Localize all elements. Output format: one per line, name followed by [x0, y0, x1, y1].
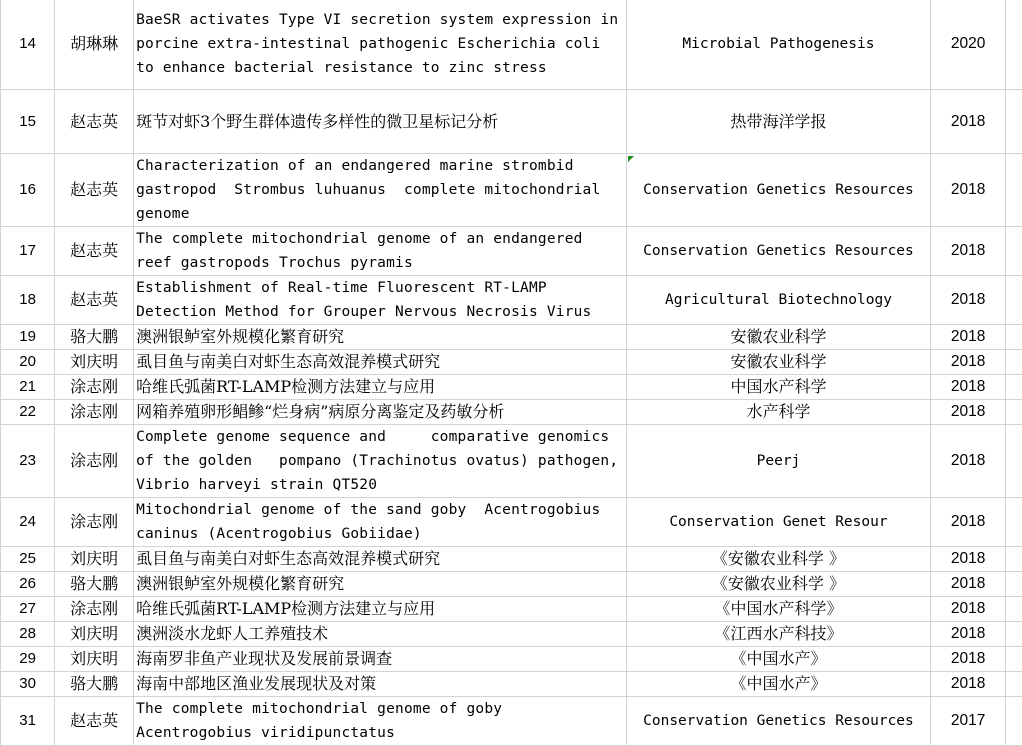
title-line: The complete mitochondrial genome of goby	[136, 697, 624, 721]
row-number-cell[interactable]: 15	[1, 90, 55, 154]
author-cell[interactable]: 涂志刚	[55, 597, 134, 622]
author-cell[interactable]: 胡琳琳	[55, 0, 134, 90]
title-line: Acentrogobius viridipunctatus	[136, 721, 624, 745]
title-cell[interactable]	[134, 400, 627, 425]
title-cell[interactable]	[134, 425, 627, 498]
row-number-cell[interactable]: 29	[1, 647, 55, 672]
table-row	[1, 572, 1022, 597]
year-cell[interactable]: 2018	[930, 375, 1005, 400]
year-cell[interactable]: 2018	[930, 276, 1005, 325]
year-cell[interactable]: 2018	[930, 154, 1005, 227]
title-line: caninus (Acentrogobius Gobiidae)	[136, 522, 624, 546]
table-row	[1, 276, 1022, 325]
journal-cell[interactable]: Conservation Genetics Resources	[626, 697, 930, 746]
title-line: reef gastropods Trochus pyramis	[136, 251, 624, 275]
empty-cell[interactable]	[1006, 597, 1022, 622]
journal-cell[interactable]: 热带海洋学报	[626, 90, 930, 154]
author-cell[interactable]: 涂志刚	[55, 400, 134, 425]
empty-cell[interactable]	[1006, 647, 1022, 672]
empty-cell[interactable]	[1006, 672, 1022, 697]
journal-cell[interactable]: 《中国水产科学》	[626, 597, 930, 622]
title-line: Establishment of Real-time Fluorescent RT-LAMP	[136, 276, 624, 300]
table-row	[1, 498, 1022, 547]
journal-cell[interactable]: 《中国水产》	[626, 647, 930, 672]
year-cell[interactable]: 2017	[930, 697, 1005, 746]
journal-cell[interactable]: Agricultural Biotechnology	[626, 276, 930, 325]
row-number-cell[interactable]: 30	[1, 672, 55, 697]
title-line: 网箱养殖卵形鲳鲹“烂身病”病原分离鉴定及药敏分析	[136, 400, 624, 424]
year-cell[interactable]: 2018	[930, 498, 1005, 547]
title-line: to enhance bacterial resistance to zinc stress	[136, 56, 624, 80]
title-line: Mitochondrial genome of the sand goby Acentrogobius	[136, 498, 624, 522]
author-cell[interactable]: 赵志英	[55, 697, 134, 746]
empty-cell[interactable]	[1006, 498, 1022, 547]
author-cell[interactable]: 赵志英	[55, 90, 134, 154]
empty-cell[interactable]	[1006, 425, 1022, 498]
author-cell[interactable]: 赵志英	[55, 227, 134, 276]
title-line: 澳洲淡水龙虾人工养殖技术	[136, 622, 624, 646]
title-cell[interactable]	[134, 375, 627, 400]
journal-cell[interactable]: Microbial Pathogenesis	[626, 0, 930, 90]
title-cell[interactable]	[134, 672, 627, 697]
title-cell[interactable]	[134, 498, 627, 547]
table-row	[1, 90, 1022, 154]
empty-cell[interactable]	[1006, 350, 1022, 375]
title-line: Vibrio harveyi strain QT520	[136, 473, 624, 497]
empty-cell[interactable]	[1006, 400, 1022, 425]
journal-cell[interactable]: 《中国水产》	[626, 672, 930, 697]
table-body	[1, 0, 1022, 746]
title-line: 斑节对虾3个野生群体遗传多样性的微卫星标记分析	[136, 110, 624, 134]
table-row	[1, 647, 1022, 672]
author-cell[interactable]: 涂志刚	[55, 375, 134, 400]
year-cell[interactable]: 2018	[930, 572, 1005, 597]
table-row	[1, 425, 1022, 498]
title-cell[interactable]	[134, 647, 627, 672]
row-number-cell[interactable]: 31	[1, 697, 55, 746]
year-cell[interactable]: 2018	[930, 227, 1005, 276]
cell-comment-marker	[628, 156, 634, 162]
table-row	[1, 0, 1022, 90]
author-cell[interactable]: 骆大鹏	[55, 325, 134, 350]
table-row	[1, 697, 1022, 746]
row-number-cell[interactable]: 24	[1, 498, 55, 547]
title-line: BaeSR activates Type VI secretion system expression in	[136, 8, 624, 32]
empty-cell[interactable]	[1006, 90, 1022, 154]
author-cell[interactable]: 赵志英	[55, 154, 134, 227]
title-line: 澳洲银鲈室外规模化繁育研究	[136, 325, 624, 349]
title-line: 虱目鱼与南美白对虾生态高效混养模式研究	[136, 547, 624, 571]
author-cell[interactable]: 刘庆明	[55, 350, 134, 375]
author-cell[interactable]: 刘庆明	[55, 622, 134, 647]
title-line: Characterization of an endangered marine strombid	[136, 154, 624, 178]
row-number-cell[interactable]: 18	[1, 276, 55, 325]
journal-cell[interactable]: Peerj	[626, 425, 930, 498]
title-line: The complete mitochondrial genome of an endangered	[136, 227, 624, 251]
row-number-cell[interactable]: 16	[1, 154, 55, 227]
journal-cell[interactable]: 《江西水产科技》	[626, 622, 930, 647]
title-cell[interactable]	[134, 325, 627, 350]
author-cell[interactable]: 刘庆明	[55, 547, 134, 572]
row-number-cell[interactable]: 20	[1, 350, 55, 375]
year-cell[interactable]: 2018	[930, 325, 1005, 350]
table-row	[1, 154, 1022, 227]
row-number-cell[interactable]: 27	[1, 597, 55, 622]
row-number-cell[interactable]: 19	[1, 325, 55, 350]
table-row	[1, 227, 1022, 276]
empty-cell[interactable]	[1006, 572, 1022, 597]
title-line: of the golden pompano (Trachinotus ovatus) pathogen,	[136, 449, 624, 473]
author-cell[interactable]: 刘庆明	[55, 647, 134, 672]
journal-cell[interactable]: 安徽农业科学	[626, 350, 930, 375]
table-row	[1, 597, 1022, 622]
title-cell[interactable]	[134, 697, 627, 746]
year-cell[interactable]: 2018	[930, 622, 1005, 647]
title-line: 虱目鱼与南美白对虾生态高效混养模式研究	[136, 350, 624, 374]
table-row	[1, 350, 1022, 375]
title-cell[interactable]	[134, 350, 627, 375]
title-line: 海南中部地区渔业发展现状及对策	[136, 672, 624, 696]
year-cell[interactable]: 2018	[930, 425, 1005, 498]
year-cell[interactable]: 2018	[930, 547, 1005, 572]
table-row	[1, 375, 1022, 400]
table-row	[1, 622, 1022, 647]
table-row	[1, 325, 1022, 350]
author-cell[interactable]: 涂志刚	[55, 425, 134, 498]
journal-cell[interactable]: 安徽农业科学	[626, 325, 930, 350]
row-number-cell[interactable]: 26	[1, 572, 55, 597]
empty-cell[interactable]	[1006, 375, 1022, 400]
row-number-cell[interactable]: 17	[1, 227, 55, 276]
row-number-cell[interactable]: 28	[1, 622, 55, 647]
row-number-cell[interactable]: 25	[1, 547, 55, 572]
journal-cell[interactable]: Conservation Genet Resour	[626, 498, 930, 547]
title-line: 海南罗非鱼产业现状及发展前景调查	[136, 647, 624, 671]
year-cell[interactable]: 2018	[930, 647, 1005, 672]
year-cell[interactable]: 2020	[930, 0, 1005, 90]
empty-cell[interactable]	[1006, 227, 1022, 276]
journal-cell[interactable]: Conservation Genetics Resources	[626, 154, 930, 227]
author-cell[interactable]: 赵志英	[55, 276, 134, 325]
empty-cell[interactable]	[1006, 325, 1022, 350]
empty-cell[interactable]	[1006, 622, 1022, 647]
title-cell[interactable]	[134, 572, 627, 597]
year-cell[interactable]: 2018	[930, 90, 1005, 154]
journal-cell[interactable]: 《安徽农业科学 》	[626, 547, 930, 572]
title-line: gastropod Strombus luhuanus complete mitochondrial	[136, 178, 624, 202]
table-row	[1, 547, 1022, 572]
title-cell[interactable]	[134, 276, 627, 325]
author-cell[interactable]: 骆大鹏	[55, 672, 134, 697]
row-number-cell[interactable]: 23	[1, 425, 55, 498]
empty-cell[interactable]	[1006, 276, 1022, 325]
title-cell[interactable]	[134, 622, 627, 647]
year-cell[interactable]: 2018	[930, 672, 1005, 697]
table-row	[1, 672, 1022, 697]
title-cell[interactable]	[134, 227, 627, 276]
title-cell[interactable]	[134, 547, 627, 572]
title-line: genome	[136, 202, 624, 226]
title-line: Complete genome sequence and comparative genomics	[136, 425, 624, 449]
title-line: Detection Method for Grouper Nervous Necrosis Virus	[136, 300, 624, 324]
row-number-cell[interactable]: 14	[1, 0, 55, 90]
title-cell[interactable]	[134, 154, 627, 227]
author-cell[interactable]: 骆大鹏	[55, 572, 134, 597]
year-cell[interactable]: 2018	[930, 350, 1005, 375]
title-line: 哈维氏弧菌RT-LAMP检测方法建立与应用	[136, 375, 624, 399]
title-line: 澳洲银鲈室外规模化繁育研究	[136, 572, 624, 596]
journal-cell[interactable]: 中国水产科学	[626, 375, 930, 400]
year-cell[interactable]: 2018	[930, 597, 1005, 622]
title-cell[interactable]	[134, 0, 627, 90]
empty-cell[interactable]	[1006, 697, 1022, 746]
title-line: 哈维氏弧菌RT-LAMP检测方法建立与应用	[136, 597, 624, 621]
title-cell[interactable]	[134, 597, 627, 622]
journal-cell[interactable]: 《安徽农业科学 》	[626, 572, 930, 597]
title-line: porcine extra-intestinal pathogenic Escherichia coli	[136, 32, 624, 56]
journal-cell[interactable]: Conservation Genetics Resources	[626, 227, 930, 276]
journal-cell[interactable]: 水产科学	[626, 400, 930, 425]
empty-cell[interactable]	[1006, 154, 1022, 227]
title-cell[interactable]	[134, 90, 627, 154]
row-number-cell[interactable]: 21	[1, 375, 55, 400]
year-cell[interactable]: 2018	[930, 400, 1005, 425]
empty-cell[interactable]	[1006, 547, 1022, 572]
row-number-cell[interactable]: 22	[1, 400, 55, 425]
empty-cell[interactable]	[1006, 0, 1022, 90]
table-row	[1, 400, 1022, 425]
author-cell[interactable]: 涂志刚	[55, 498, 134, 547]
